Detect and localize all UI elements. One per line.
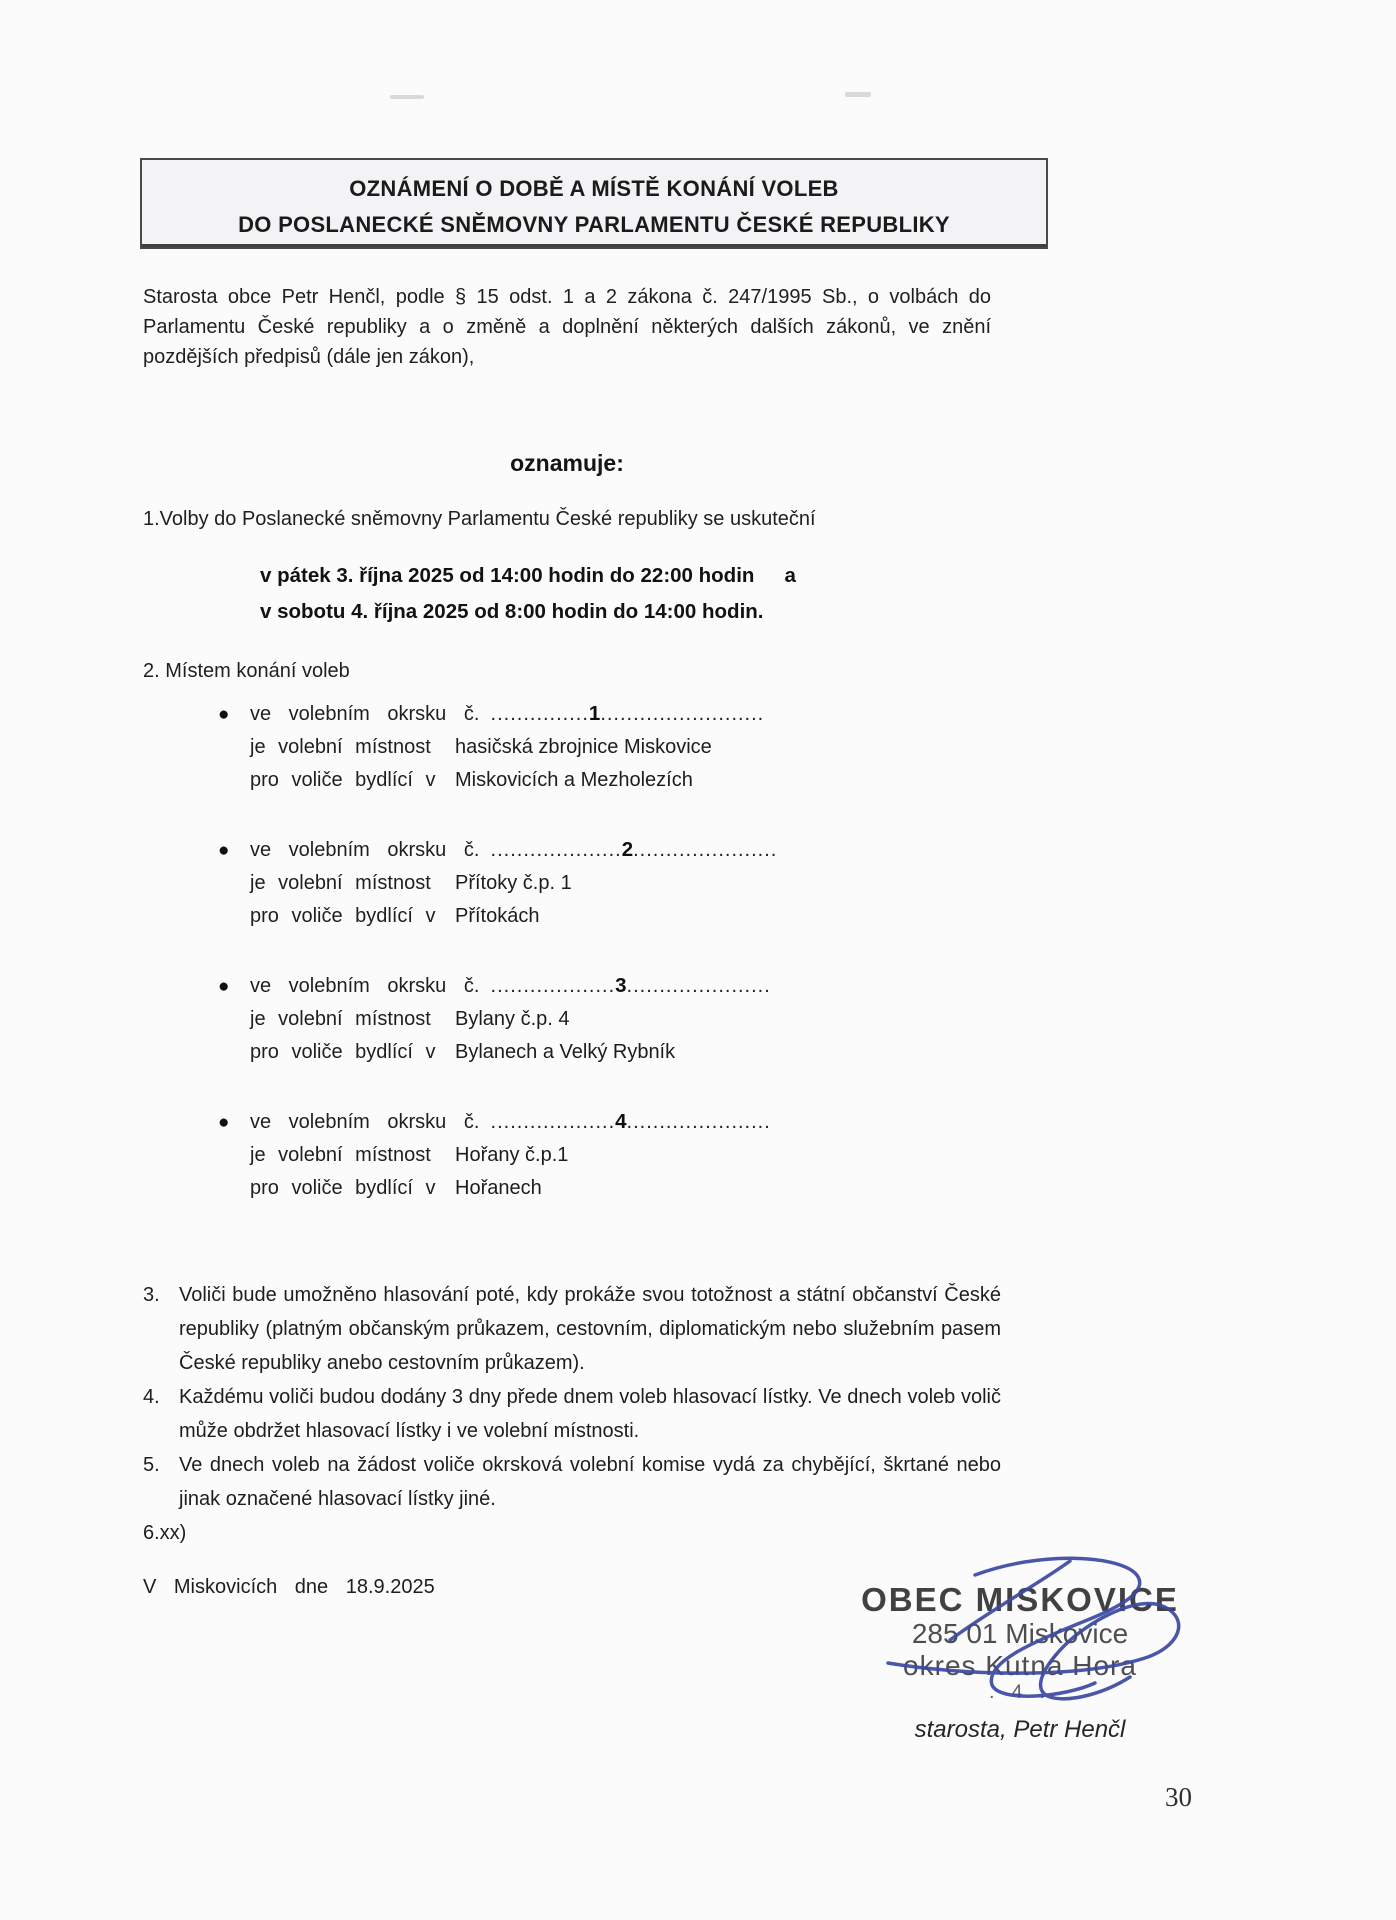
- document-title-line-1: OZNÁMENÍ O DOBĚ A MÍSTĚ KONÁNÍ VOLEB: [349, 176, 839, 201]
- stamp-postal-address: 285 01 Miskovice: [911, 1618, 1129, 1649]
- district-number: 1: [588, 702, 601, 725]
- signature-caption: starosta, Petr Henčl: [914, 1716, 1126, 1743]
- signature-stroke: [950, 1561, 1070, 1640]
- dotted-leader: ...................4......................: [490, 1110, 771, 1133]
- voters-value: Bylanech a Velký Rybník: [455, 1041, 676, 1063]
- signature-stroke: [888, 1604, 1179, 1699]
- district-number-row: [250, 969, 1003, 1003]
- district-number: 2: [621, 838, 634, 861]
- district-item-4: [218, 1105, 1003, 1205]
- voters-value: Přítokách: [455, 905, 540, 927]
- voters-row: [250, 1036, 1003, 1069]
- bullet-icon: ●: [218, 1112, 230, 1133]
- stamp-district: okres Kutná Hora: [903, 1650, 1137, 1681]
- signature-stroke: [975, 1558, 1140, 1696]
- election-date-line-2: v sobotu 4. října 2025 od 8:00 hodin do 14:00 hodin.: [260, 600, 764, 623]
- district-item-1: [218, 697, 1003, 797]
- district-number-label: ve volebním okrsku č.: [250, 1111, 480, 1133]
- point-number: 5.: [143, 1454, 160, 1476]
- district-number-label: ve volebním okrsku č.: [250, 703, 480, 725]
- point-number: 3.: [143, 1284, 160, 1306]
- announce-heading: oznamuje:: [510, 450, 624, 476]
- district-number: 3: [615, 974, 627, 997]
- section-2-polling-places: [143, 660, 1003, 1241]
- district-number-label: ve volebním okrsku č.: [250, 839, 480, 861]
- voters-label: pro voliče bydlící v: [250, 1041, 436, 1063]
- district-number-row: [250, 697, 1003, 731]
- polling-place-label: je volební místnost: [250, 872, 431, 894]
- election-date-line-1: [260, 558, 796, 594]
- polling-place-label: je volební místnost: [250, 736, 431, 758]
- district-number-row: [250, 1105, 1003, 1139]
- intro-paragraph: Starosta obce Petr Henčl, podle § 15 odst. 1 a 2 zákona č. 247/1995 Sb., o volbách do Parlamentu České republiky a o změně a doplnění některých dalších zákonů, ve znění pozdějších předpisů (dále jen zákon),: [143, 286, 991, 368]
- document-title-line-2: DO POSLANECKÉ SNĚMOVNY PARLAMENTU ČESKÉ REPUBLIKY: [142, 210, 1046, 247]
- dotted-leader: ...................3......................: [490, 974, 771, 997]
- polling-place-label: je volební místnost: [250, 1144, 431, 1166]
- page-number: 30: [1165, 1782, 1192, 1812]
- legal-point-6: 6.xx): [143, 1522, 187, 1544]
- legal-point-5: [143, 1448, 1001, 1516]
- polling-place-row: [250, 1003, 1003, 1036]
- voters-label: pro voliče bydlící v: [250, 1177, 436, 1199]
- section-2-heading: 2. Místem konání voleb: [143, 660, 350, 682]
- district-number-label: ve volebním okrsku č.: [250, 975, 480, 997]
- voters-value: Miskovicích a Mezholezích: [455, 769, 693, 791]
- district-item-2: [218, 833, 1003, 933]
- title-box: [140, 158, 1048, 249]
- dotted-leader: ...............1.........................: [490, 702, 765, 725]
- polling-place-value: hasičská zbrojnice Miskovice: [455, 736, 712, 758]
- election-dates: [260, 558, 796, 630]
- point-1-text: 1.Volby do Poslanecké sněmovny Parlamentu České republiky se uskuteční: [143, 508, 816, 530]
- legal-point-4: [143, 1380, 1001, 1448]
- bullet-icon: ●: [218, 976, 230, 997]
- signature-scribble: [880, 1545, 1210, 1715]
- voters-row: [250, 1172, 1003, 1205]
- bullet-icon: ●: [218, 840, 230, 861]
- polling-place-row: [250, 1139, 1003, 1172]
- bullet-icon: ●: [218, 704, 230, 725]
- voters-value: Hořanech: [455, 1177, 542, 1199]
- scan-artifact: [390, 95, 424, 99]
- stamp-number: . 4 .: [989, 1682, 1051, 1703]
- polling-place-value: Přítoky č.p. 1: [455, 872, 572, 894]
- legal-points-list: [143, 1278, 1001, 1550]
- voters-row: [250, 900, 1003, 933]
- voters-label: pro voliče bydlící v: [250, 769, 436, 791]
- point-text: Každému voliči budou dodány 3 dny přede dnem voleb hlasovací lístky. Ve dnech voleb volič může obdržet hlasovací lístky i ve volební místnosti.: [179, 1386, 1001, 1442]
- dateline: V Miskovicích dne 18.9.2025: [143, 1576, 435, 1598]
- voters-label: pro voliče bydlící v: [250, 905, 436, 927]
- polling-place-row: [250, 867, 1003, 900]
- scan-artifact: [845, 92, 871, 97]
- polling-place-label: je volební místnost: [250, 1008, 431, 1030]
- point-number: 4.: [143, 1386, 160, 1408]
- date-conjunction: a: [784, 564, 796, 587]
- district-number: 4: [615, 1110, 627, 1133]
- point-text: Voliči bude umožněno hlasování poté, kdy prokáže svou totožnost a státní občanství České republiky (platným občanským průkazem, cestovním, diplomatickým nebo služebním pasem České republiky anebo cestovním průkazem).: [179, 1284, 1001, 1374]
- district-item-3: [218, 969, 1003, 1069]
- voters-row: [250, 764, 1003, 797]
- dotted-leader: ....................2......................: [490, 838, 778, 861]
- stamp-municipality-name: OBEC MISKOVICE: [861, 1581, 1179, 1618]
- legal-point-3: [143, 1278, 1001, 1380]
- point-text: Ve dnech voleb na žádost voliče okrsková volební komise vydá za chybějící, škrtané nebo jinak označené hlasovací lístky jiné.: [179, 1454, 1001, 1510]
- district-number-row: [250, 833, 1003, 867]
- polling-place-value: Hořany č.p.1: [455, 1144, 569, 1166]
- polling-place-row: [250, 731, 1003, 764]
- election-date-friday: v pátek 3. října 2025 od 14:00 hodin do 22:00 hodin: [260, 564, 755, 587]
- polling-place-value: Bylany č.p. 4: [455, 1008, 570, 1030]
